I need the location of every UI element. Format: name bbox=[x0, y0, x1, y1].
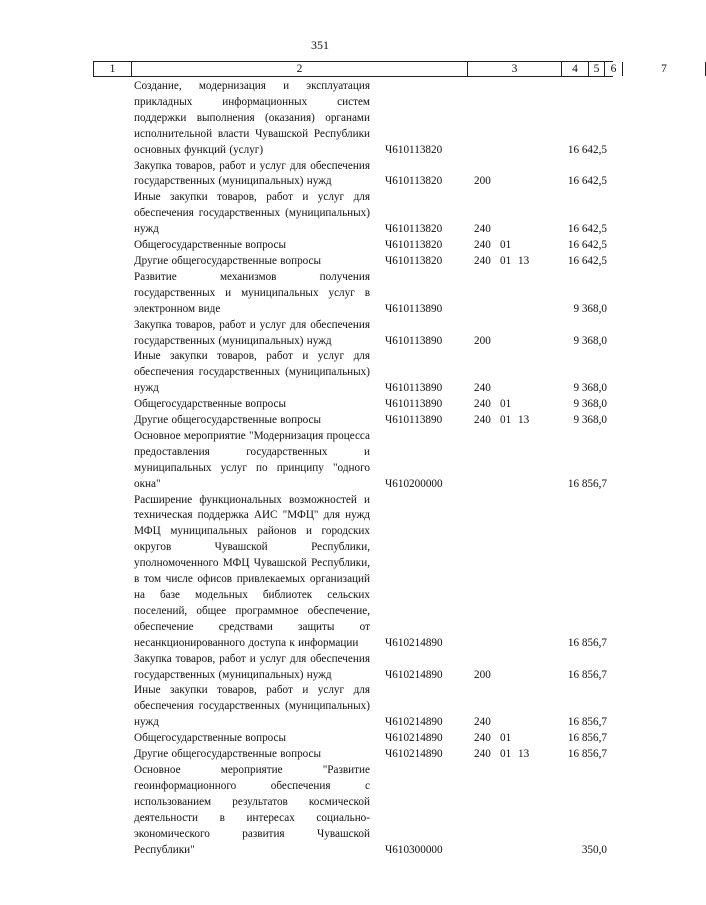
header-col-3: 3 bbox=[467, 62, 561, 76]
row-amount: 350,0 bbox=[581, 843, 607, 856]
table-row bbox=[0, 429, 640, 493]
table-row bbox=[0, 747, 640, 763]
row-description: Иные закупки товаров, работ и услуг для обеспечения государственных (муниципальных) нужд bbox=[134, 350, 370, 395]
row-target-code: Ч610214890 bbox=[385, 732, 443, 745]
row-expense-type: 240 bbox=[474, 398, 491, 411]
table-row bbox=[0, 731, 640, 747]
row-amount: 9 368,0 bbox=[573, 382, 607, 395]
row-description: Общегосударственные вопросы bbox=[134, 732, 287, 745]
row-expense-type: 240 bbox=[474, 223, 491, 236]
row-target-code: Ч610214890 bbox=[385, 748, 443, 761]
row-expense-type: 200 bbox=[474, 175, 491, 188]
row-expense-type: 240 bbox=[474, 414, 491, 427]
row-target-code: Ч610214890 bbox=[385, 636, 443, 649]
row-subsection: 13 bbox=[518, 748, 530, 761]
table-row bbox=[0, 763, 640, 858]
header-col-1: 1 bbox=[93, 62, 131, 76]
row-expense-type: 240 bbox=[474, 382, 491, 395]
row-description: Основное мероприятие "Модернизация процесса предоставления государственных и муниципальных услуг по принципу "одного окна" bbox=[134, 429, 370, 490]
table-row bbox=[0, 318, 640, 350]
row-section: 01 bbox=[500, 254, 512, 267]
row-section: 01 bbox=[500, 398, 512, 411]
row-expense-type: 200 bbox=[474, 334, 491, 347]
row-target-code: Ч610113890 bbox=[385, 398, 443, 411]
table-row bbox=[0, 238, 640, 254]
row-target-code: Ч610113890 bbox=[385, 302, 443, 315]
row-target-code: Ч610214890 bbox=[385, 668, 443, 681]
table-row bbox=[0, 652, 640, 684]
row-section: 01 bbox=[500, 732, 512, 745]
row-target-code: Ч610113820 bbox=[385, 254, 443, 267]
row-amount: 16 856,7 bbox=[567, 668, 607, 681]
row-target-code: Ч610113820 bbox=[385, 223, 443, 236]
row-amount: 16 856,7 bbox=[567, 748, 607, 761]
row-section: 01 bbox=[500, 414, 512, 427]
row-amount: 16 856,7 bbox=[567, 732, 607, 745]
table-row bbox=[0, 270, 640, 318]
row-amount: 9 368,0 bbox=[573, 334, 607, 347]
table-body bbox=[0, 79, 640, 858]
table-row bbox=[0, 190, 640, 238]
row-target-code: Ч610200000 bbox=[385, 477, 443, 490]
row-amount: 9 368,0 bbox=[573, 302, 607, 315]
row-description: Другие общегосударственные вопросы bbox=[134, 254, 322, 267]
row-amount: 9 368,0 bbox=[573, 398, 607, 411]
row-subsection: 13 bbox=[518, 254, 530, 267]
row-description: Закупка товаров, работ и услуг для обеспечения государственных (муниципальных) нужд bbox=[134, 652, 370, 681]
row-amount: 16 642,5 bbox=[567, 254, 607, 267]
table-row bbox=[0, 254, 640, 270]
table-row bbox=[0, 413, 640, 429]
header-col-2: 2 bbox=[131, 62, 467, 76]
row-expense-type: 240 bbox=[474, 716, 491, 729]
row-amount: 16 856,7 bbox=[567, 636, 607, 649]
table-row bbox=[0, 683, 640, 731]
table-header bbox=[93, 61, 667, 77]
row-description: Общегосударственные вопросы bbox=[134, 239, 287, 252]
row-description: Основное мероприятие "Развитие геоинформационного обеспечения с использованием результатов космической деятельности в интересах социально-экономического развития Чувашской Республики" bbox=[134, 763, 370, 856]
row-description: Другие общегосударственные вопросы bbox=[134, 748, 322, 761]
row-description: Закупка товаров, работ и услуг для обеспечения государственных (муниципальных) нужд bbox=[134, 159, 370, 188]
row-description: Расширение функциональных возможностей и техническая поддержка АИС "МФЦ" для нужд МФЦ муниципальных районов и городских округов Чувашской Республики, уполномоченного МФЦ Чувашской Республики, в том числе офисов привлекаемых организаций на базе модельных библиотек сельских поселений, общее программное обеспечение, обеспечение средствами защиты от несанкционированного доступа к информации bbox=[134, 493, 370, 649]
row-amount: 16 642,5 bbox=[567, 175, 607, 188]
header-col-4: 4 bbox=[561, 62, 588, 76]
row-section: 01 bbox=[500, 748, 512, 761]
row-description: Закупка товаров, работ и услуг для обеспечения государственных (муниципальных) нужд bbox=[134, 318, 370, 347]
table-row bbox=[0, 79, 640, 159]
row-target-code: Ч610113820 bbox=[385, 143, 443, 156]
row-description: Другие общегосударственные вопросы bbox=[134, 414, 322, 427]
row-expense-type: 240 bbox=[474, 239, 491, 252]
row-description: Развитие механизмов получения государственных и муниципальных услуг в электронном виде bbox=[134, 270, 370, 315]
table-row bbox=[0, 397, 640, 413]
row-expense-type: 200 bbox=[474, 668, 491, 681]
row-target-code: Ч610113890 bbox=[385, 382, 443, 395]
row-description: Иные закупки товаров, работ и услуг для обеспечения государственных (муниципальных) нужд bbox=[134, 684, 370, 729]
row-expense-type: 240 bbox=[474, 732, 491, 745]
row-description: Иные закупки товаров, работ и услуг для обеспечения государственных (муниципальных) нужд bbox=[134, 191, 370, 236]
row-description: Создание, модернизация и эксплуатация прикладных информационных систем поддержки выполнения (оказания) органами исполнительной власти Чувашской Республики основных функций (услуг) bbox=[134, 80, 370, 156]
row-amount: 16 642,5 bbox=[567, 239, 607, 252]
row-amount: 16 642,5 bbox=[567, 223, 607, 236]
row-target-code: Ч610214890 bbox=[385, 716, 443, 729]
page-number: 351 bbox=[311, 38, 329, 52]
row-target-code: Ч610113820 bbox=[385, 239, 443, 252]
row-expense-type: 240 bbox=[474, 254, 491, 267]
row-target-code: Ч610300000 bbox=[385, 843, 443, 856]
row-amount: 16 856,7 bbox=[567, 716, 607, 729]
row-amount: 16 642,5 bbox=[567, 143, 607, 156]
row-amount: 16 856,7 bbox=[567, 477, 607, 490]
row-amount: 9 368,0 bbox=[573, 414, 607, 427]
table-row bbox=[0, 159, 640, 191]
row-section: 01 bbox=[500, 239, 512, 252]
row-target-code: Ч610113820 bbox=[385, 175, 443, 188]
row-expense-type: 240 bbox=[474, 748, 491, 761]
row-subsection: 13 bbox=[518, 414, 530, 427]
row-target-code: Ч610113890 bbox=[385, 334, 443, 347]
row-target-code: Ч610113890 bbox=[385, 414, 443, 427]
table-row bbox=[0, 493, 640, 652]
row-description: Общегосударственные вопросы bbox=[134, 398, 287, 411]
header-col-7: 7 bbox=[622, 62, 706, 76]
table-row bbox=[0, 349, 640, 397]
header-col-5: 5 bbox=[588, 62, 604, 76]
header-col-6: 6 bbox=[604, 62, 622, 76]
